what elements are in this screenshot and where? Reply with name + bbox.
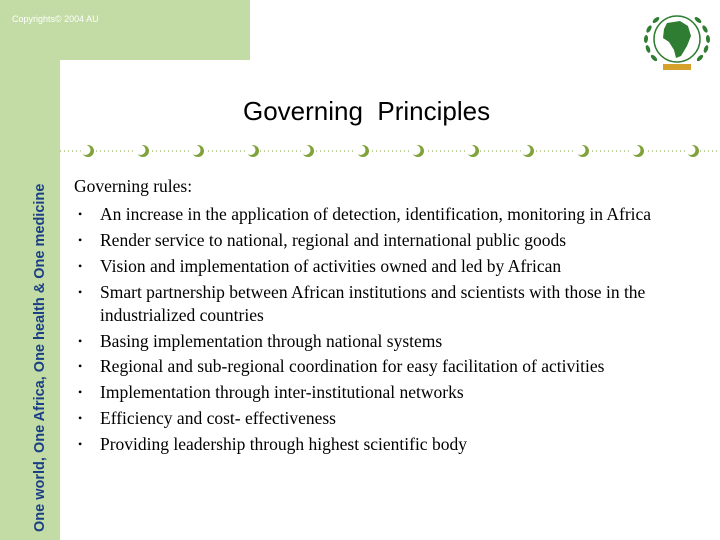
crescent-ornament-icon	[301, 144, 316, 158]
crescent-ornament-icon	[631, 144, 646, 158]
crescent-ornament-icon	[246, 144, 261, 158]
crescent-ornament-divider	[60, 140, 720, 162]
crescent-ornament-icon	[356, 144, 371, 158]
list-item: • Basing implementation through national systems	[74, 330, 704, 353]
list-item: • An increase in the application of detection, identification, monitoring in Africa	[74, 203, 704, 226]
crescent-ornament-icon	[136, 144, 151, 158]
crescent-ornament-icon	[521, 144, 536, 158]
crescent-ornament-icon	[81, 144, 96, 158]
rules-content	[74, 172, 704, 459]
copyright-text: Copyrights© 2004 AU	[12, 14, 99, 24]
list-item: • Regional and sub-regional coordination for easy facilitation of activities	[74, 355, 704, 378]
list-item: • Providing leadership through highest scientific body	[74, 433, 704, 456]
slide-title: Governing Principles	[243, 96, 491, 126]
crescent-ornament-icon	[576, 144, 591, 158]
crescent-ornament-icon	[411, 144, 426, 158]
crescent-ornament-icon	[466, 144, 481, 158]
list-item: • Vision and implementation of activities owned and led by African	[74, 255, 704, 278]
list-item: • Render service to national, regional and international public goods	[74, 229, 704, 252]
vertical-tagline: One world, One Africa, One health & One medicine	[32, 183, 48, 532]
list-item: • Efficiency and cost- effectiveness	[74, 407, 704, 430]
side-band	[0, 0, 60, 540]
rules-list	[74, 203, 704, 455]
crescent-ornament-icon	[191, 144, 206, 158]
list-item: • Smart partnership between African institutions and scientists with those in the industrialized countries	[74, 281, 704, 327]
crescent-ornament-icon	[686, 144, 701, 158]
rules-heading: Governing rules:	[74, 176, 193, 196]
african-union-emblem-icon	[636, 6, 718, 76]
list-item: • Implementation through inter-institutional networks	[74, 381, 704, 404]
